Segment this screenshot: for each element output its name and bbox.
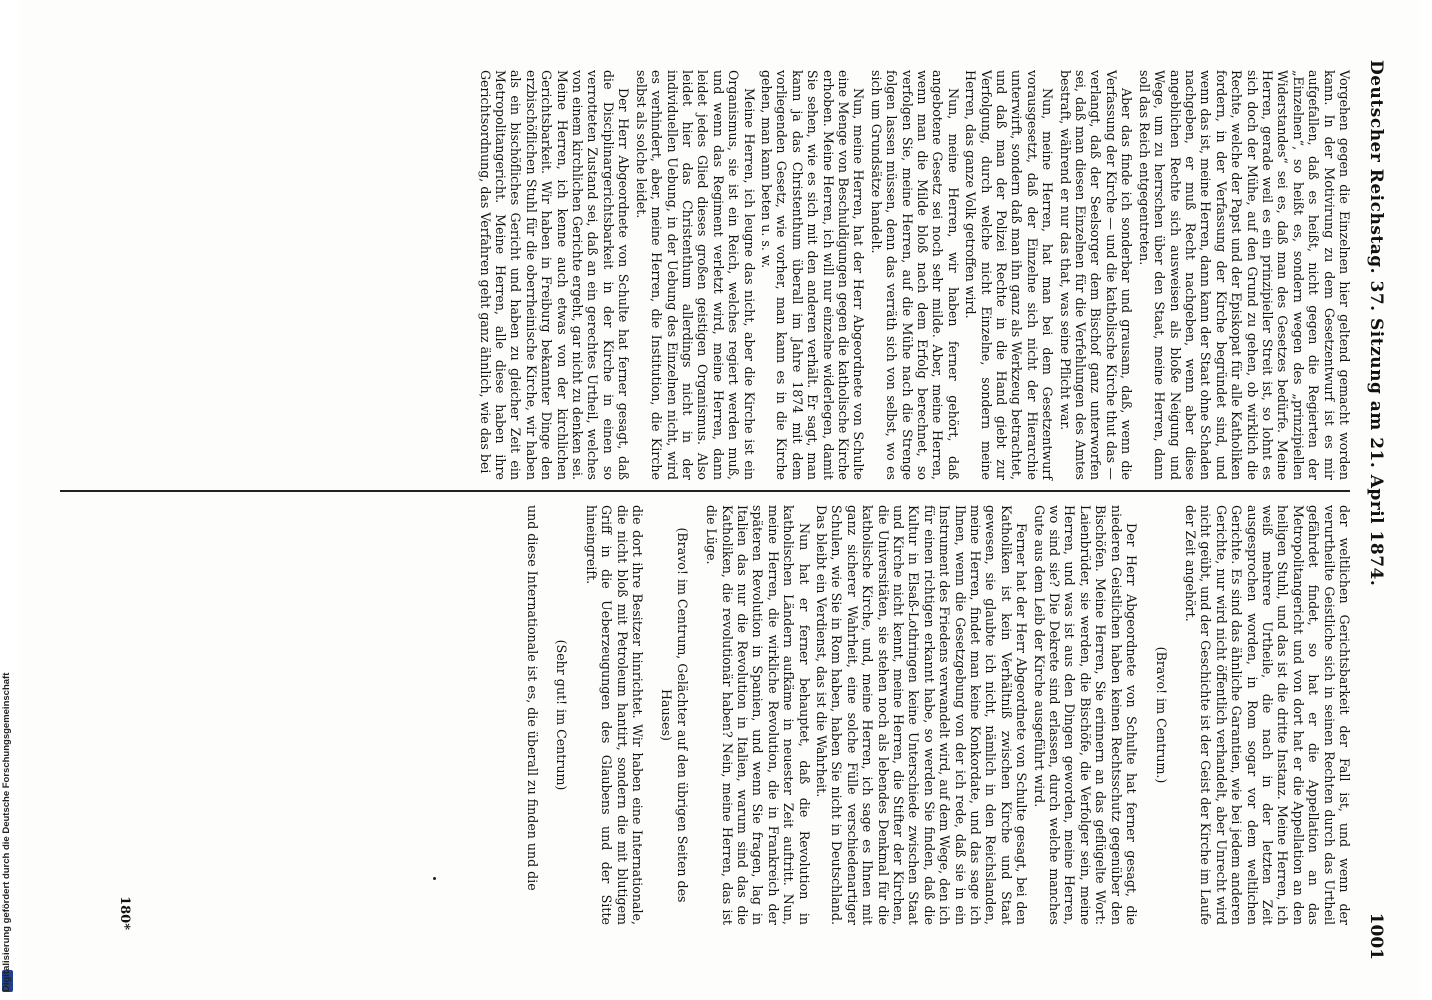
page-number: 1001 [1366, 912, 1386, 960]
scan-speck [433, 877, 436, 880]
interjection: (Bravo! im Centrum, Gelächter auf den übrigen Seiten des Hauses) [659, 527, 690, 903]
digitization-credit [0, 0, 14, 1000]
paragraph: der weltlichen Gerichtsbarkeit der Fall ist, und wenn der verurtheilte Geistliche sich in seinen Rechten durch das Urtheil gefährdet findet, so hat er die Appellation an das Metropolitangericht und von dort hat er die Appellation an den heiligen Stuhl, und das ist die dritte Instanz. Meine Herren, ich weiß mehrere Urtheile, die nach in der letzten Zeit ausgesprochen worden, in Rom sogar vor dem weltlichen Gerichte. Es sind das ähnliche Garantien, wie bei jedem anderen Gerichte, nur wird nicht öffentlich verhandelt, aber Unrecht wird nicht geübt, und der Geschichte ist der Geist der Kirche im Laufe der Zeit angehört. [1182, 505, 1352, 925]
paragraph: Nun, meine Herren, wir haben ferner gehört, daß angebotene Gesetz sei noch sehr milde. Aber, meine Herren, wenn man die Milde bloß nach dem Erfolg berechnet, so verfolgen Sie, meine Herren, auf die Mühe nach die Strenge folgen lassen müssen, denn das verräth sich von selbst, wo es sich um Grundsätze handelt. [868, 70, 961, 480]
left-column [475, 70, 1352, 480]
paragraph: Vorgehen gegen die Einzelnen hier geltend gemacht worden kann. In der Motivirung zu dem Gesetzentwurf ist es mir aufgefallen, daß es heißt, nicht gegen die Regierten der „Einzelnen“, so heißt es, sondern wegen des „prinzipiellen Widerstandes“ sei es, daß man des Gesetzes bedürfe. Meine Herren, gerade weil es ein prinzipieller Streit ist, so lohnt es sich doch der Mühe, auf den Grund zu gehen, ob wirklich die Rechte, welche der Papst und der Episkopat für alle Katholiken fordern, in der Verfassung der Kirche begründet sind, und wenn das ist, meine Herren, dann kann der Staat ohne Schaden nachgeben, er muß Recht nachgeben, wenn aber diese angeblichen Rechte sich ausweisen als bloße Neigung und Wege, um zu herrschen über den Staat, meine Herren, dann soll das Reich entgegentreten. [1136, 70, 1352, 480]
paragraph: Nun hat er ferner behauptet, daß die Revolution in katholischen Ländern aufkäme in neuester Zeit auftritt. Nun, meine Herren, die wirkliche Revolution, die in Frankreich der späteren Revolution in Spanien, und wenn Sie fragen, lag in Italien das nur die Revolution in Italien, warum sind das die Katholiken, die revolutionär haben? Nein, meine Herren, das ist die Lüge. [704, 505, 812, 925]
interjection: (Sehr gut! im Centrum) [554, 639, 570, 791]
page-header [1358, 60, 1392, 960]
document-page [20, 0, 1420, 1000]
paragraph: Der Herr Abgeordnete von Schulte hat ferner gesagt, daß die Disciplinargerichtsbarkeit in der Kirche in einen so verrotteten Zustand sei, daß an ein gerechtes Urtheil, welches von einem kirchlichen Gerichte ergeht, gar nicht zu denken sei. Meine Herren, ich kenne auch etwas von der kirchlichen Gerichtsbarkeit. Wir haben in Freiburg bekannter Dinge den erzbischöflichen Stuhl für die oberrheinische Kirche, wir haben als ein bischöfliches Gericht und haben zu gleicher Zeit ein Metropolitangericht. Meine Herren, alle diese haben ihre Gerichtsordnung, das Verfahren geht ganz ähnlich, wie das bei [477, 70, 632, 480]
interjection: (Bravo! im Centrum.) [1153, 646, 1169, 784]
paragraph: Aber das finde ich sonderbar und grausam, daß, wenn die Verfassung der Kirche — und die katholische Kirche thut das — verlangt, daß der Seelsorger dem Bischof ganz unterworfen sei, daß man diesen Einzelnen für die Verfehlungen des Amtes bestraft, während er nur das that, was seine Pflicht war. [1057, 70, 1135, 480]
right-column [523, 505, 1353, 925]
paragraph: Meine Herren, ich leugne das nicht, aber die Kirche ist ein Organismus, sie ist ein Reich, welches regiert werden muß, und wenn das Regiment verletzt wird, meine Herren, dann leidet jedes Glied dieses großen geistigen Organismus. Also leidet hier das Christenthum allerdings nicht in der individuellen Uebung, in der Uebung des Einzelnen nicht, wird es verhindert, aber, meine Herren, die Institution, die Kirche selbst als solche leidet. [633, 70, 757, 480]
signature-mark: 180* [117, 896, 132, 930]
paragraph: Nun, meine Herren, hat man bei dem Gesetzentwurf vorausgesetzt, daß der Einzelne sich nicht der Hierarchie unterwirft, sondern daß man ihn ganz als Werkzeug betrachtet, und daß man der Polizei Rechte in die Hand giebt zur Verfolgung, durch welche nicht Einzelne, sondern meine Herren, das ganze Volk getroffen wird. [963, 70, 1056, 480]
paragraph: die dort ihre Besitzer hinrichtet. Wir haben eine Internationale, die nicht bloß mit Petroleum hantirt, sondern die mit blutigem Griff in die Ueberzeugungen des Glaubens und der Sitte hineingreift. [583, 505, 645, 925]
paragraph: Der Herr Abgeordnete von Schulte hat ferner gesagt, die niederen Geistlichen haben keinen Rechtsschutz gegenüber den Bischöfen. Meine Herren, Sie erinnern an das geflügelte Wort: Laienbrüder, sie werden, die Bischöfe, die Verfolger sein, meine Herren, und was ist aus den Dingen geworden, meine Herren, wo sind sie? Die Dekrete sind erlassen, durch welche manches Gute aus dem Leib der Kirche ausgeführt wird. [1031, 505, 1140, 925]
credit-text: Digitalisierung gefördert durch die Deutsche Forschungsgemeinschaft [1, 672, 12, 992]
paragraph: Ferner hat der Herr Abgeordnete von Schulte gesagt, bei den Katholiken ist kein Verhältniß zwischen Kirche und Staat gewesen, sie glaubte ich nicht, nämlich in den Reichslanden, meine Herren, findet man keine Konkordate, und das sage ich Ihnen, wenn die Gesetzgebung von der ich rede, daß sie in ein Instrument des Friedens verwandelt wird, auf dem Wege, den ich für einen richtigen erkannt habe, so werden Sie finden, daß die Kultur in Elsaß-Lothringen keine Unterschiede zwischen Staat und Kirche nicht kennt, meine Herren, die Stifter der Kirchen, die Universitäten, sie stehen noch als lebendes Denkmal für die katholische Kirche, und, meine Herren, ich sage es Ihnen mit ganz sicherer Wahrheit, eine solche Fülle verschiedenartiger Schulen, wie Sie in Rom haben, haben Sie nicht in Deutschland. Das bleibt ein Verdienst, das ist die Wahrheit. [814, 505, 1030, 925]
header-title: Deutscher Reichstag. 37. Sitzung am 21. April 1874. [1366, 60, 1386, 587]
paragraph: und diese Internationale ist es, die überall zu finden und die [524, 505, 540, 891]
paragraph: Nun, meine Herren, hat der Herr Abgeordnete von Schulte eine Menge von Beschuldigungen gegen die katholische Kirche erhoben. Meine Herren, ich will nur einzelne widerlegen, damit Sie sehen, wie es sich mit den anderen verhält. Er sagt, man kann ja das Christenthum überall im Jahre 1874 mit dem vorliegenden Gesetz, wie vorher, man kann es in die Kirche gehen, man kann beten u. s. w. [758, 70, 867, 480]
column-divider [60, 490, 1350, 492]
